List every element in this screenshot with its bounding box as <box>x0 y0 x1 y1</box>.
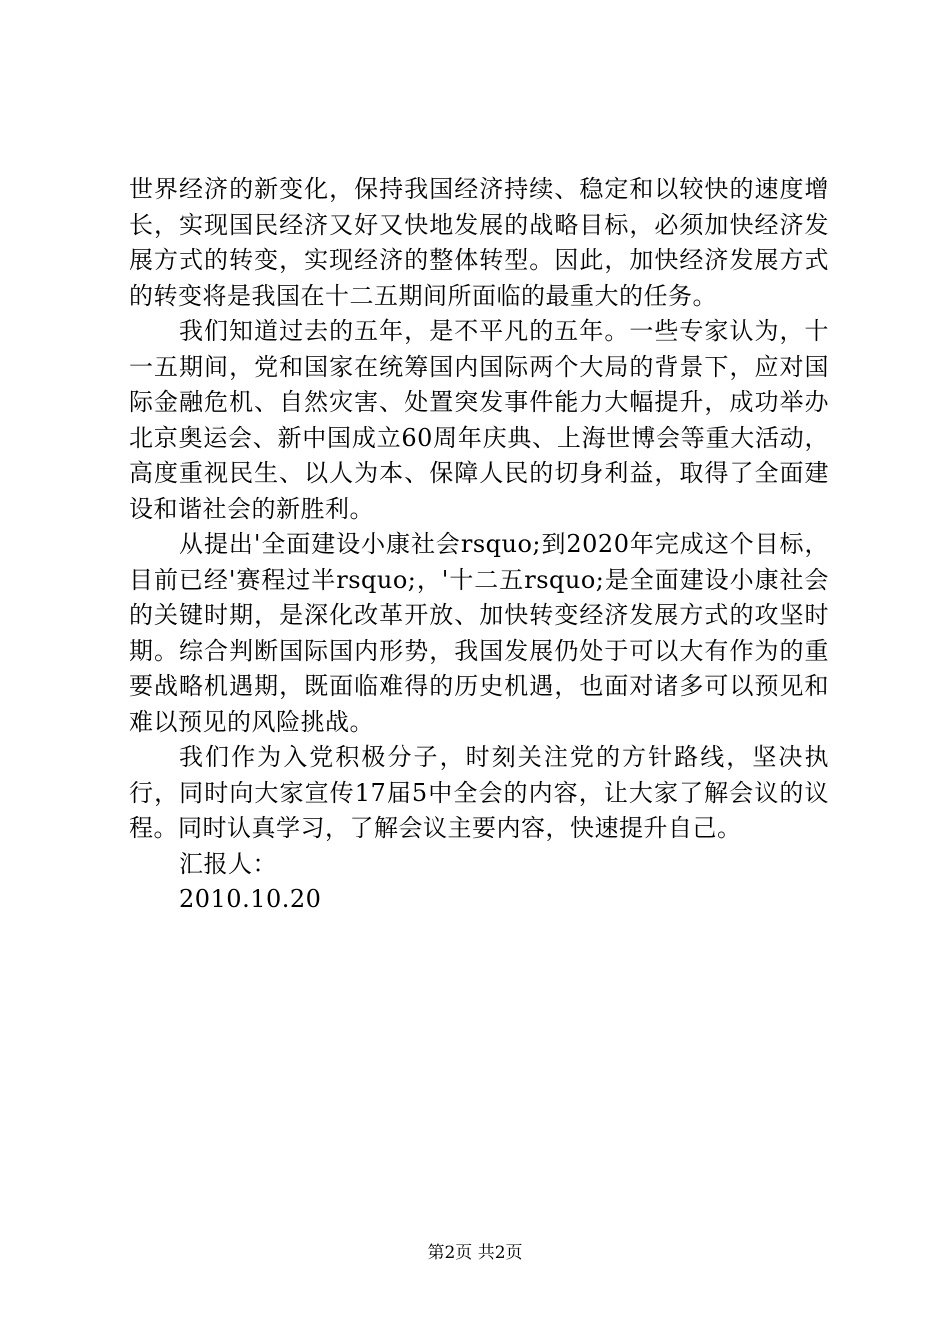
document-body <box>129 172 829 918</box>
paragraph-3: 从提出'全面建设小康社会rsquo;到2020年完成这个目标，目前已经'赛程过半rsquo;，'十二五rsquo;是全面建设小康社会的关键时期，是深化改革开放、加快转变经济发展方式的攻坚时期。综合判断国际国内形势，我国发展仍处于可以大有作为的重要战略机遇期，既面临难得的历史机遇，也面对诸多可以预见和难以预见的风险挑战。 <box>129 530 829 736</box>
reporter-label: 汇报人： <box>179 849 277 878</box>
paragraph-4: 我们作为入党积极分子，时刻关注党的方针路线，坚决执行，同时向大家宣传17届5中全会的内容，让大家了解会议的议程。同时认真学习，了解会议主要内容，快速提升自己。 <box>129 743 829 842</box>
page-footer: 第2页 共2页 <box>427 1243 523 1263</box>
paragraph-2: 我们知道过去的五年，是不平凡的五年。一些专家认为，十一五期间，党和国家在统筹国内国际两个大局的背景下，应对国际金融危机、自然灾害、处置突发事件能力大幅提升，成功举办北京奥运会、新中国成立60周年庆典、上海世博会等重大活动，高度重视民生、以人为本、保障人民的切身利益，取得了全面建设和谐社会的新胜利。 <box>129 317 829 523</box>
report-date: 2010.10.20 <box>179 885 322 913</box>
paragraph-1: 世界经济的新变化，保持我国经济持续、稳定和以较快的速度增长，实现国民经济又好又快地发展的战略目标，必须加快经济发展方式的转变，实现经济的整体转型。因此，加快经济发展方式的转变将是我国在十二五期间所面临的最重大的任务。 <box>129 175 829 310</box>
